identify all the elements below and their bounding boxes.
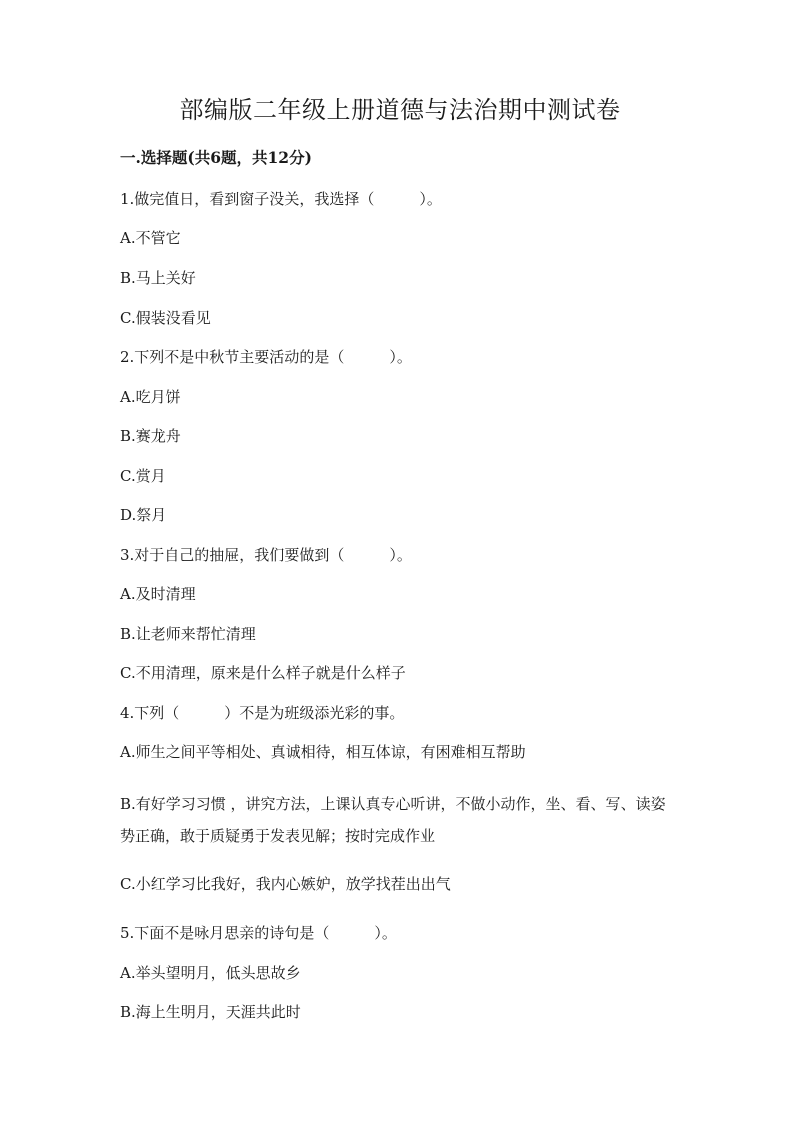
page-title: 部编版二年级上册道德与法治期中测试卷 (179, 96, 621, 124)
question-1-stem: 1.做完值日，看到窗子没关，我选择（ ）。 (120, 190, 442, 208)
question-5-stem: 5.下面不是咏月思亲的诗句是（ ）。 (120, 924, 397, 942)
question-2-option-d: D.祭月 (120, 506, 167, 524)
question-2-option-c: C.赏月 (120, 467, 166, 485)
question-4-option-a: A.师生之间平等相处、真诚相待，相互体谅，有困难相互帮助 (120, 743, 526, 761)
question-1-option-b: B.马上关好 (120, 269, 196, 287)
question-2-option-a: A.吃月饼 (120, 388, 181, 406)
question-1-option-a: A.不管它 (120, 229, 181, 247)
question-3-option-b: B.让老师来帮忙清理 (120, 625, 256, 643)
question-1-option-c: C.假装没看见 (120, 309, 211, 327)
question-2-option-b: B.赛龙舟 (120, 427, 181, 445)
question-3-stem: 3.对于自己的抽屉，我们要做到（ ）。 (120, 546, 412, 564)
question-2-stem: 2.下列不是中秋节主要活动的是（ ）。 (120, 348, 412, 366)
question-3-option-a: A.及时清理 (120, 585, 196, 603)
question-3-option-c: C.不用清理，原来是什么样子就是什么样子 (120, 664, 406, 682)
question-5-option-b: B.海上生明月，天涯共此时 (120, 1003, 301, 1021)
section-heading: 一.选择题(共6题，共12分) (120, 148, 312, 167)
question-4-stem: 4.下列（ ）不是为班级添光彩的事。 (120, 704, 405, 722)
question-5-option-a: A.举头望明月，低头思故乡 (120, 964, 301, 982)
question-4-option-c: C.小红学习比我好，我内心嫉妒，放学找茬出出气 (120, 875, 451, 893)
question-4-option-b: B.有好学习习惯 ，讲究方法，上课认真专心听讲，不做小动作，坐、看、写、读姿势正确，敢于质疑勇于发表见解；按时完成作业 (120, 795, 666, 845)
